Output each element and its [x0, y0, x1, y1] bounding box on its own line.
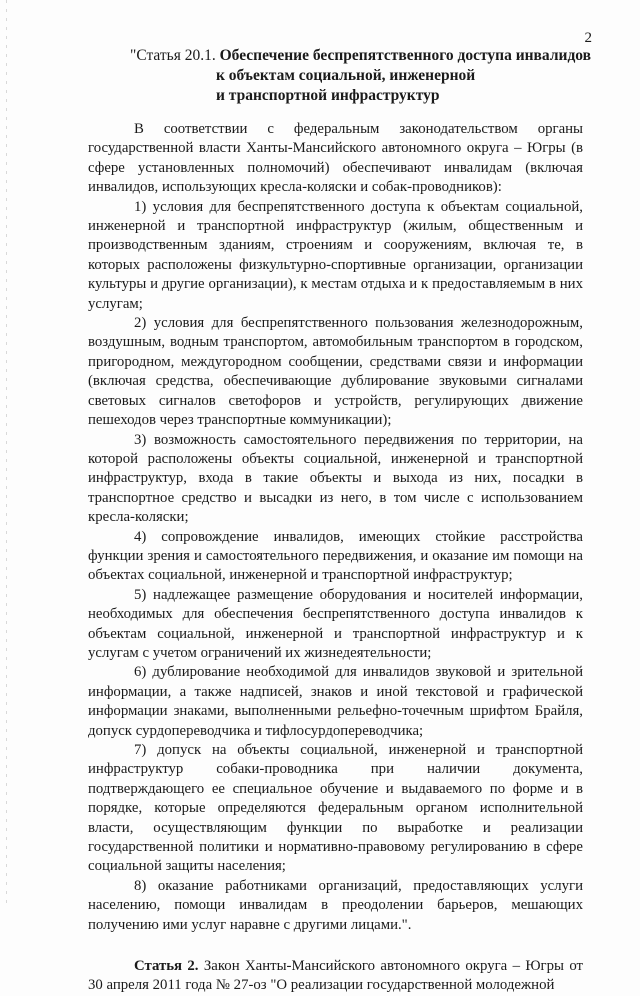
section-spacer [88, 935, 583, 957]
list-item-6: 6) дублирование необходимой для инвалидов звуковой и зрительной информации, а также надписей, знаков и иной текстовой и графической информации знаками, выполненными рельефно-точечным шрифтом Брайля, допуск сурдопереводчика и тифлосурдопереводчика; [88, 664, 583, 739]
list-item-7: 7) допуск на объекты социальной, инженерной и транспортной инфраструктур собаки-проводника при наличии документа, подтверждающего ее специальное обучение и выдаваемого по форме и в порядке, которые определяются федеральным органом исполнительной власти, осуществляющим функции по выработке и реализации государственной политики и нормативно-правовому регулированию в сфере социальной защиты населения; [88, 742, 583, 875]
article-title-line-1: Обеспечение беспрепятственного доступа инвалидов [219, 47, 592, 64]
article-title-line-2: к объектам социальной, инженерной [216, 67, 476, 84]
page-number: 2 [584, 30, 592, 46]
list-item-5: 5) надлежащее размещение оборудования и носителей информации, необходимых для обеспечения беспрепятственного доступа инвалидов к объектам социальной, инженерной и транспортной инфраструктур и к услугам с учетом ограничений их жизнедеятельности; [88, 586, 583, 661]
list-item-1: 1) условия для беспрепятственного доступа к объектам социальной, инженерной и транспортной инфраструктур (жилым, общественным и производственным зданиям, строениям и сооружениям, включая те, в которых расположены физкультурно-спортивные организации, организации культуры и другие организации), к местам отдыха и к предоставляемым в них услугам; [88, 198, 583, 312]
article-2-text: Закон Ханты-Мансийского автономного округа – Югры от 30 апреля 2011 года № 27-оз "О реализации государственной молодежной [88, 958, 583, 994]
article-title-line-3: и транспортной инфраструктур [216, 87, 440, 104]
list-item-3: 3) возможность самостоятельного передвижения по территории, на которой расположены объекты социальной, инженерной и транспортной инфраструктур, входа в такие объекты и выхода из них, посадки в транспортное средство и высадки из него, в том числе с использованием кресла-коляски; [88, 431, 583, 526]
article-2-paragraph [88, 957, 583, 996]
article-body [88, 120, 583, 996]
list-item-4: 4) сопровождение инвалидов, имеющих стойкие расстройства функции зрения и самостоятельного передвижения, и оказание им помощи на объектах социальной, инженерной и транспортной инфраструктур; [88, 528, 583, 584]
article-2-title: Статья 2. [134, 958, 199, 975]
article-number: "Статья 20.1. [130, 47, 220, 64]
list-item-2: 2) условия для беспрепятственного пользования железнодорожным, воздушным, водным транспортом, автомобильным транспортом в городском, пригородном, междугородном сообщении, средствами связи и информации (включая средства, обеспечивающие дублирование звуковыми сигналами световых сигналов светофоров и устройств, регулирующих движение пешеходов через транспортные коммуникации); [88, 315, 583, 429]
intro-paragraph: В соответствии с федеральным законодательством органы государственной власти Ханты-Мансийского автономного округа – Югры (в сфере установленных полномочий) обеспечивают инвалидам (включая инвалидов, использующих кресла-коляски и собак-проводников): [88, 121, 583, 196]
list-item-8: 8) оказание работниками организаций, предоставляющих услуги населению, помощи инвалидам в преодолении барьеров, мешающих получению ими услуг наравне с другими лицами.". [88, 877, 583, 933]
scan-edge-artifact [6, 0, 7, 905]
article-heading [130, 46, 600, 106]
